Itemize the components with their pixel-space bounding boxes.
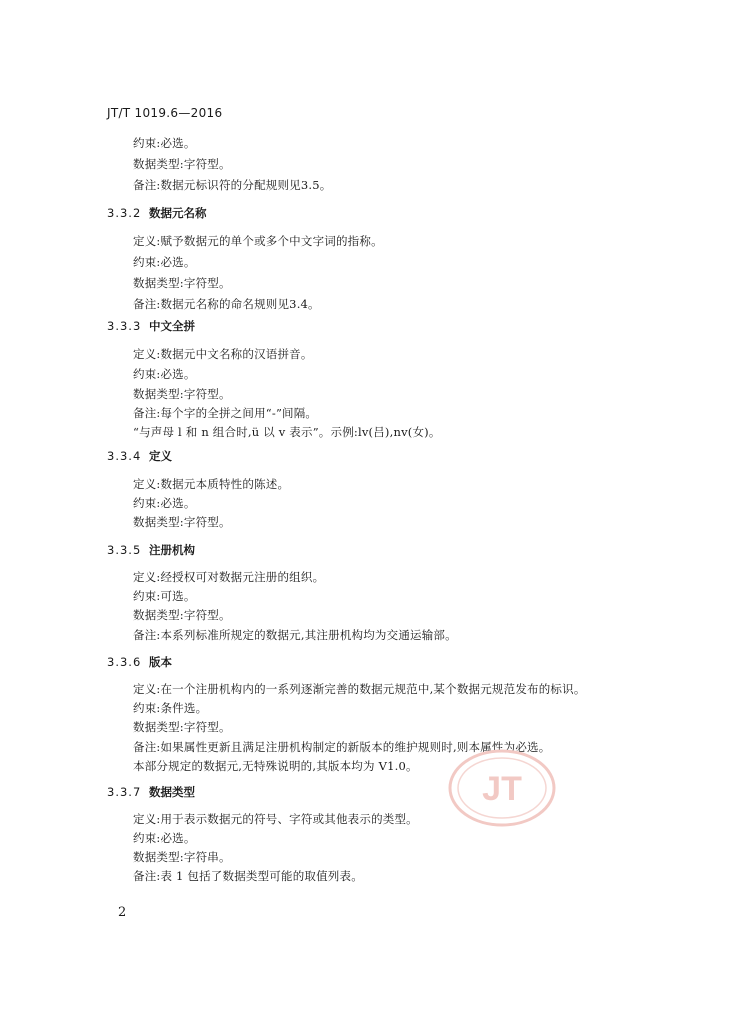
note-line: 备注:表 1 包括了数据类型可能的取值列表。 (133, 869, 363, 883)
document-header-code: JT/T 1019.6—2016 (107, 106, 223, 120)
section-title: 定义 (149, 449, 172, 463)
constraint-line: 约束:必选。 (133, 496, 196, 510)
page-number: 2 (118, 905, 127, 920)
constraint-line: 约束:可选。 (133, 589, 196, 603)
section-number: 3.3.2 (107, 206, 142, 220)
section-title: 数据类型 (149, 785, 195, 799)
note-continuation-line: “与声母 l 和 n 组合时,ü 以 v 表示”。示例:lv(吕),nv(女)。 (133, 425, 441, 439)
datatype-line: 数据类型:字符型。 (133, 515, 231, 529)
definition-line: 定义:赋予数据元的单个或多个中文字词的指称。 (133, 234, 383, 248)
section-heading-3-3-2 (107, 205, 207, 221)
datatype-line: 数据类型:字符型。 (133, 157, 231, 171)
section-number: 3.3.4 (107, 449, 142, 463)
section-title: 数据元名称 (149, 206, 207, 220)
note-line: 备注:数据元名称的命名规则见3.4。 (133, 297, 320, 311)
section-heading-3-3-7 (107, 784, 195, 800)
constraint-line: 约束:必选。 (133, 255, 196, 269)
note-line: 备注:本系列标准所规定的数据元,其注册机构均为交通运输部。 (133, 628, 457, 642)
datatype-line: 数据类型:字符型。 (133, 720, 231, 734)
definition-line: 定义:数据元中文名称的汉语拼音。 (133, 347, 313, 361)
definition-line: 定义:数据元本质特性的陈述。 (133, 477, 290, 491)
section-number: 3.3.3 (107, 319, 142, 333)
section-heading-3-3-4 (107, 448, 172, 464)
note-continuation-line: 本部分规定的数据元,无特殊说明的,其版本均为 V1.0。 (133, 759, 418, 773)
definition-line: 定义:用于表示数据元的符号、字符或其他表示的类型。 (133, 812, 418, 826)
datatype-line: 数据类型:字符型。 (133, 608, 231, 622)
datatype-line: 数据类型:字符型。 (133, 276, 231, 290)
note-line: 备注:数据元标识符的分配规则见3.5。 (133, 178, 332, 192)
section-number: 3.3.7 (107, 785, 142, 799)
note-line: 备注:每个字的全拼之间用“-”间隔。 (133, 406, 318, 420)
section-title: 中文全拼 (149, 319, 195, 333)
note-line: 备注:如果属性更新且满足注册机构制定的新版本的维护规则时,则本属性为必选。 (133, 740, 551, 754)
constraint-line: 约束:必选。 (133, 136, 196, 150)
section-number: 3.3.6 (107, 655, 142, 669)
jt-watermark-seal (447, 748, 557, 828)
section-title: 注册机构 (149, 543, 195, 557)
constraint-line: 约束:条件选。 (133, 701, 208, 715)
constraint-line: 约束:必选。 (133, 831, 196, 845)
section-heading-3-3-5 (107, 542, 195, 558)
section-heading-3-3-3 (107, 318, 195, 334)
definition-line: 定义:在一个注册机构内的一系列逐渐完善的数据元规范中,某个数据元规范发布的标识。 (133, 682, 586, 696)
section-title: 版本 (149, 655, 172, 669)
constraint-line: 约束:必选。 (133, 367, 196, 381)
datatype-line: 数据类型:字符型。 (133, 387, 231, 401)
datatype-line: 数据类型:字符串。 (133, 850, 231, 864)
seal-text: JT (482, 770, 522, 808)
section-number: 3.3.5 (107, 543, 142, 557)
section-heading-3-3-6 (107, 654, 172, 670)
definition-line: 定义:经授权可对数据元注册的组织。 (133, 570, 325, 584)
